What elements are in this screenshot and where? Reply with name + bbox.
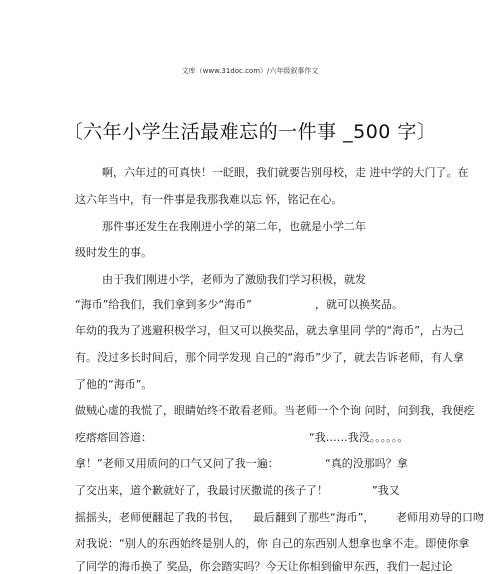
body-line: 这六年当中，有一件事是我那我难以忘 怀，铭记在心。 bbox=[75, 193, 343, 206]
body-line: 有。没过多长时间后，那个同学发现 自己的“海币”少了，就去告诉老师，有人拿 bbox=[75, 351, 464, 364]
page-header: 文库（www.31doc.com）/六年级叙事作文 bbox=[181, 67, 319, 75]
body-line: 疙瘩瘩回答道： bbox=[75, 431, 152, 444]
body-line: 最后翻到了那些“海币”， bbox=[253, 511, 375, 524]
body-line: 那件事还发生在我刚进小学的第二年，也就是小学二年 bbox=[102, 220, 366, 233]
body-line: 由于我们刚进小学，老师为了激励我们学习积极，就发 bbox=[102, 273, 366, 286]
body-line: 年幼的我为了逃避积极学习，但又可以换奖品，就去拿里同 学的“海币”，占为己 bbox=[75, 324, 464, 337]
body-line: 了同学的海币换了 奖品，你会踏实吗？今天让你相到偷甲东西，我们一起过论 bbox=[75, 560, 453, 573]
body-line: “真的没那吗？拿 bbox=[325, 457, 408, 470]
body-line: ，就可以换奖品。 bbox=[315, 298, 403, 311]
document-title: 〔六年小学生活最难忘的一件事 _500 字〕 bbox=[63, 121, 437, 143]
body-line: 了交出来，道个歉就好了，我最讨厌撒谎的孩子了！ bbox=[75, 484, 328, 497]
body-line: 啊，六年过的可真快！一眨眼，我们就要告别母校，走 进中学的大门了。在 bbox=[102, 166, 469, 179]
body-line: “海币”给我们，我们拿到多少“海币” bbox=[75, 298, 252, 311]
body-line: 老师用劝导的口吻 bbox=[396, 511, 484, 524]
body-line: 摇摇头，老师便翻起了我的书包， bbox=[75, 511, 240, 524]
body-line: “我……我没。。。。。。 bbox=[309, 431, 409, 444]
body-line: 拿！”老师又用质问的口气又问了我一遍： bbox=[75, 457, 279, 470]
body-line: 对我说：“别人的东西始终是别人的，你 自己的东西别人想拿也拿不走。即使你拿 bbox=[75, 537, 470, 550]
body-line: 级时发生的事。 bbox=[75, 246, 152, 259]
body-line: 了他的“海币”。 bbox=[75, 378, 153, 391]
body-line: 做贼心虚的我慌了，眼睛始终不敢看老师。当老师一个个询 问时，问到我，我便疙 bbox=[75, 404, 475, 417]
body-line: ”我又 bbox=[372, 484, 400, 497]
